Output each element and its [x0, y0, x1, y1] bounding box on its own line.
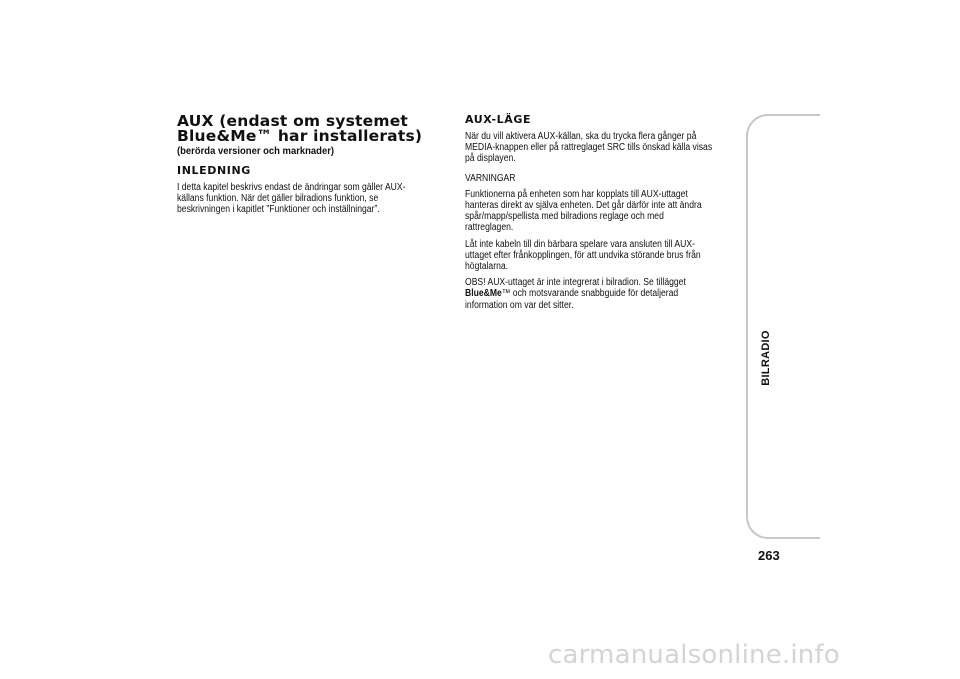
- warnings-heading: VARNINGAR: [465, 172, 516, 184]
- paragraph-line: ™ och motsvarande snabbguide för detaljerad: [501, 288, 679, 300]
- paragraph-line: OBS! AUX-uttaget är inte integrerat i bilradion. Se tillägget: [465, 277, 686, 289]
- paragraph-line: MEDIA-knappen eller på rattreglaget SRC tills önskad källa visas: [465, 142, 713, 154]
- intro-line: källans funktion. När det gäller bilradions funktion, se: [177, 193, 379, 205]
- intro-line: beskrivningen i kapitlet ”Funktioner och inställningar”.: [177, 204, 380, 216]
- watermark: carmanualsonline.info: [548, 640, 840, 670]
- paragraph-line: på displayen.: [465, 153, 516, 165]
- section-title-line1: AUX (endast om systemet: [177, 112, 409, 130]
- paragraph-line: Funktionerna på enheten som har kopplats till AUX-uttaget: [465, 188, 688, 200]
- paragraph-line: information om var det sitter.: [465, 299, 574, 311]
- paragraph-line: Låt inte kabeln till din bärbara spelare vara ansluten till AUX-: [465, 238, 695, 250]
- chapter-side-tab: [746, 114, 820, 539]
- section-subtitle: (berörda versioner och marknader): [177, 145, 335, 157]
- blue-and-me-brand: Blue&Me: [465, 288, 502, 300]
- section-title-line2: Blue&Me™ har installerats): [177, 127, 423, 145]
- paragraph-line: uttaget efter frånkopplingen, för att undvika störande brus från: [465, 249, 701, 261]
- paragraph-line: När du vill aktivera AUX-källan, ska du trycka flera gånger på: [465, 131, 697, 142]
- aux-mode-paragraph: [465, 131, 734, 165]
- paragraph-line: högtalarna.: [465, 261, 509, 273]
- paragraph-line: spår/mapp/spellista med bilradions reglage och med: [465, 211, 664, 223]
- right-column: [465, 114, 735, 311]
- paragraph-line: rattreglagen.: [465, 222, 514, 234]
- intro-paragraph: [177, 182, 438, 216]
- chapter-label-text: BILRADIO: [760, 330, 772, 386]
- warning-paragraph-1: [465, 189, 734, 234]
- intro-line: I detta kapitel beskrivs endast de ändringar som gäller AUX-: [177, 182, 406, 193]
- page-number: 263: [758, 548, 780, 563]
- section-title: [177, 114, 439, 144]
- aux-mode-heading: AUX-LÄGE: [465, 113, 532, 126]
- left-column: [177, 114, 439, 216]
- warning-paragraph-2: [465, 239, 734, 273]
- intro-heading: INLEDNING: [177, 164, 251, 177]
- paragraph-line: hanteras direkt av själva enheten. Det går därför inte att ändra: [465, 200, 702, 212]
- note-paragraph: [465, 277, 734, 311]
